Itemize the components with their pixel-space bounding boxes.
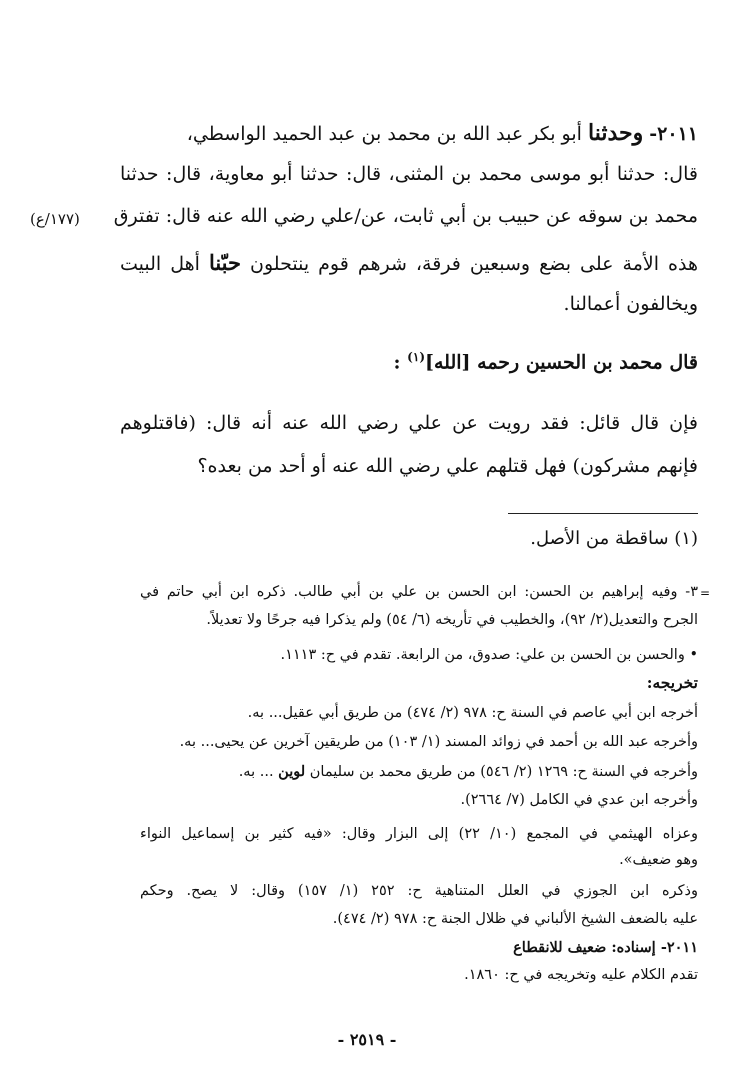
continuation-mark: = [700, 586, 711, 600]
isnad-heading: إسناده: ضعيف للانقطاع [513, 939, 656, 956]
takhrij-line-7: وذكره ابن الجوزي في العلل المتناهية ح: ٢٥٢ (١/ ١٥٧) وقال: لا يصح. وحكم [140, 883, 698, 899]
paragraph2-line-1: فإن قال قائل: فقد رويت عن علي رضي الله عنه أنه قال: (فاقتلوهم [120, 412, 698, 434]
takhrij-line-1: أخرجه ابن أبي عاصم في السنة ح: ٩٧٨ (٢/ ٤٧٤) من طريق أبي عقيل... به. [247, 705, 698, 721]
takhrij-line-2: وأخرجه عبد الله بن أحمد في زوائد المسند (١/ ١٠٣) من طريقين آخرين عن يحيى... به. [179, 734, 698, 750]
takhrij-line-3-part-a: وأخرجه في السنة ح: ١٢٦٩ (٢/ ٥٤٦) من طريق محمد بن سليمان [309, 764, 698, 780]
isnad-text: تقدم الكلام عليه وتخريجه في ح: ١٨٦٠. [464, 967, 698, 983]
takhrij-line-4: وأخرجه ابن عدي في الكامل (٧/ ٢٦٦٤). [460, 792, 698, 808]
page-number: - ٢٥١٩ - [337, 1030, 397, 1049]
hadith-opening-word: وحدثنا [587, 120, 644, 146]
margin-manuscript-marker: (١٧٧/ع) [30, 210, 80, 228]
section-heading [394, 350, 698, 373]
hadith-line-1 [187, 120, 698, 146]
hadith-line-2: قال: حدثنا أبو موسى محمد بن المثنى، قال: حدثنا أبو معاوية، قال: حدثنا [120, 163, 698, 185]
hadith-line-3: محمد بن سوقه عن حبيب بن أبي ثابت، عن/علي رضي الله عنه قال: تفترق [113, 205, 698, 227]
hadith-line-4-bold: حبّنا [208, 250, 241, 275]
isnad-heading-line [513, 937, 698, 956]
hadith-line-5: ويخالفون أعمالنا. [563, 293, 698, 315]
takhrij-line-3-bold: لوين [278, 763, 306, 780]
note-line-3: • والحسن بن الحسن بن علي: صدوق، من الرابعة. تقدم في ح: ١١١٣. [280, 647, 698, 663]
hadith-line-4-part-a: هذه الأمة على بضع وسبعين فرقة، شرهم قوم ينتحلون [250, 253, 698, 275]
heading-footnote-ref: (١) [407, 350, 425, 364]
hadith-number: ٢٠١١- [649, 123, 698, 145]
takhrij-heading: تخريجه: [646, 673, 698, 692]
hadith-line-4-part-b: أهل البيت [120, 253, 200, 275]
takhrij-line-8: عليه بالضعف الشيخ الألباني في ظلال الجنة ح: ٩٧٨ (٢/ ٤٧٤). [332, 911, 698, 927]
isnad-number: ٢٠١١- [660, 939, 698, 956]
original-footnote: (١) ساقطة من الأصل. [530, 528, 698, 549]
takhrij-line-5: وعزاه الهيثمي في المجمع (١٠/ ٢٢) إلى البزار وقال: «فيه كثير بن إسماعيل النواء [140, 826, 699, 842]
paragraph2-line-2: فإنهم مشركون) فهل قتلهم علي رضي الله عنه أو أحد من بعده؟ [197, 455, 698, 477]
note-line-2: الجرح والتعديل(٢/ ٩٢)، والخطيب في تأريخه (٦/ ٥٤) ولم يذكرا فيه جرحًا ولا تعديلاً. [206, 612, 698, 628]
hadith-line-4 [120, 250, 698, 275]
takhrij-line-6: وهو ضعيف». [619, 852, 698, 868]
heading-colon: : [393, 351, 401, 374]
footnote-separator [508, 513, 698, 514]
hadith-line-1-text: أبو بكر عبد الله بن محمد بن عبد الحميد الواسطي، [186, 123, 582, 145]
heading-text: قال محمد بن الحسين رحمه [الله] [425, 351, 698, 374]
note-line-1: ٣- وفيه إبراهيم بن الحسن: ابن الحسن بن علي بن أبي طالب. ذكره ابن أبي حاتم في [140, 584, 698, 600]
takhrij-line-3 [239, 763, 698, 780]
takhrij-line-3-part-b: ... به. [238, 764, 274, 780]
